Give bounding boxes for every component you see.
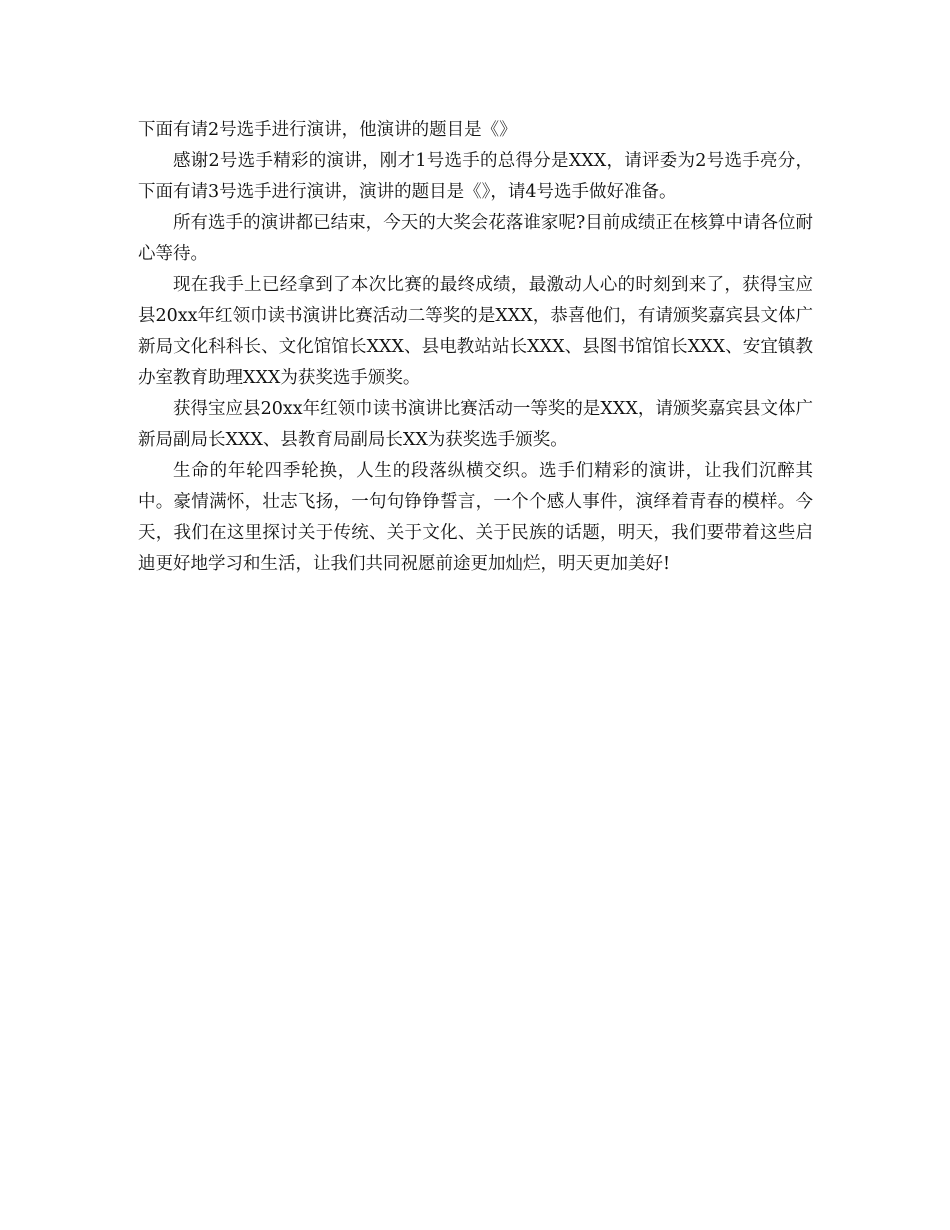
document-body	[138, 115, 813, 580]
paragraph-6: 生命的年轮四季轮换，人生的段落纵横交织。选手们精彩的演讲，让我们沉醉其中。豪情满怀，壮志飞扬，一句句铮铮誓言，一个个感人事件，演绎着青春的模样。今天，我们在这里探讨关于传统、关于文化、关于民族的话题，明天，我们要带着这些启迪更好地学习和生活，让我们共同祝愿前途更加灿烂，明天更加美好!	[138, 461, 813, 574]
paragraph-4: 现在我手上已经拿到了本次比赛的最终成绩，最激动人心的时刻到来了，获得宝应县20xx年红领巾读书演讲比赛活动二等奖的是XXX，恭喜他们，有请颁奖嘉宾县文体广新局文化科科长、文化馆馆长XXX、县电教站站长XXX、县图书馆馆长XXX、安宜镇教办室教育助理XXX为获奖选手颁奖。	[138, 275, 813, 388]
paragraph-1: 下面有请2号选手进行演讲，他演讲的题目是《》	[138, 120, 517, 140]
paragraph-5: 获得宝应县20xx年红领巾读书演讲比赛活动一等奖的是XXX，请颁奖嘉宾县文体广新局副局长XXX、县教育局副局长XX为获奖选手颁奖。	[138, 399, 813, 450]
paragraph-2: 感谢2号选手精彩的演讲，刚才1号选手的总得分是XXX，请评委为2号选手亮分，下面有请3号选手进行演讲，演讲的题目是《》，请4号选手做好准备。	[138, 151, 813, 202]
paragraph-3: 所有选手的演讲都已结束，今天的大奖会花落谁家呢?目前成绩正在核算中请各位耐心等待。	[138, 213, 813, 264]
